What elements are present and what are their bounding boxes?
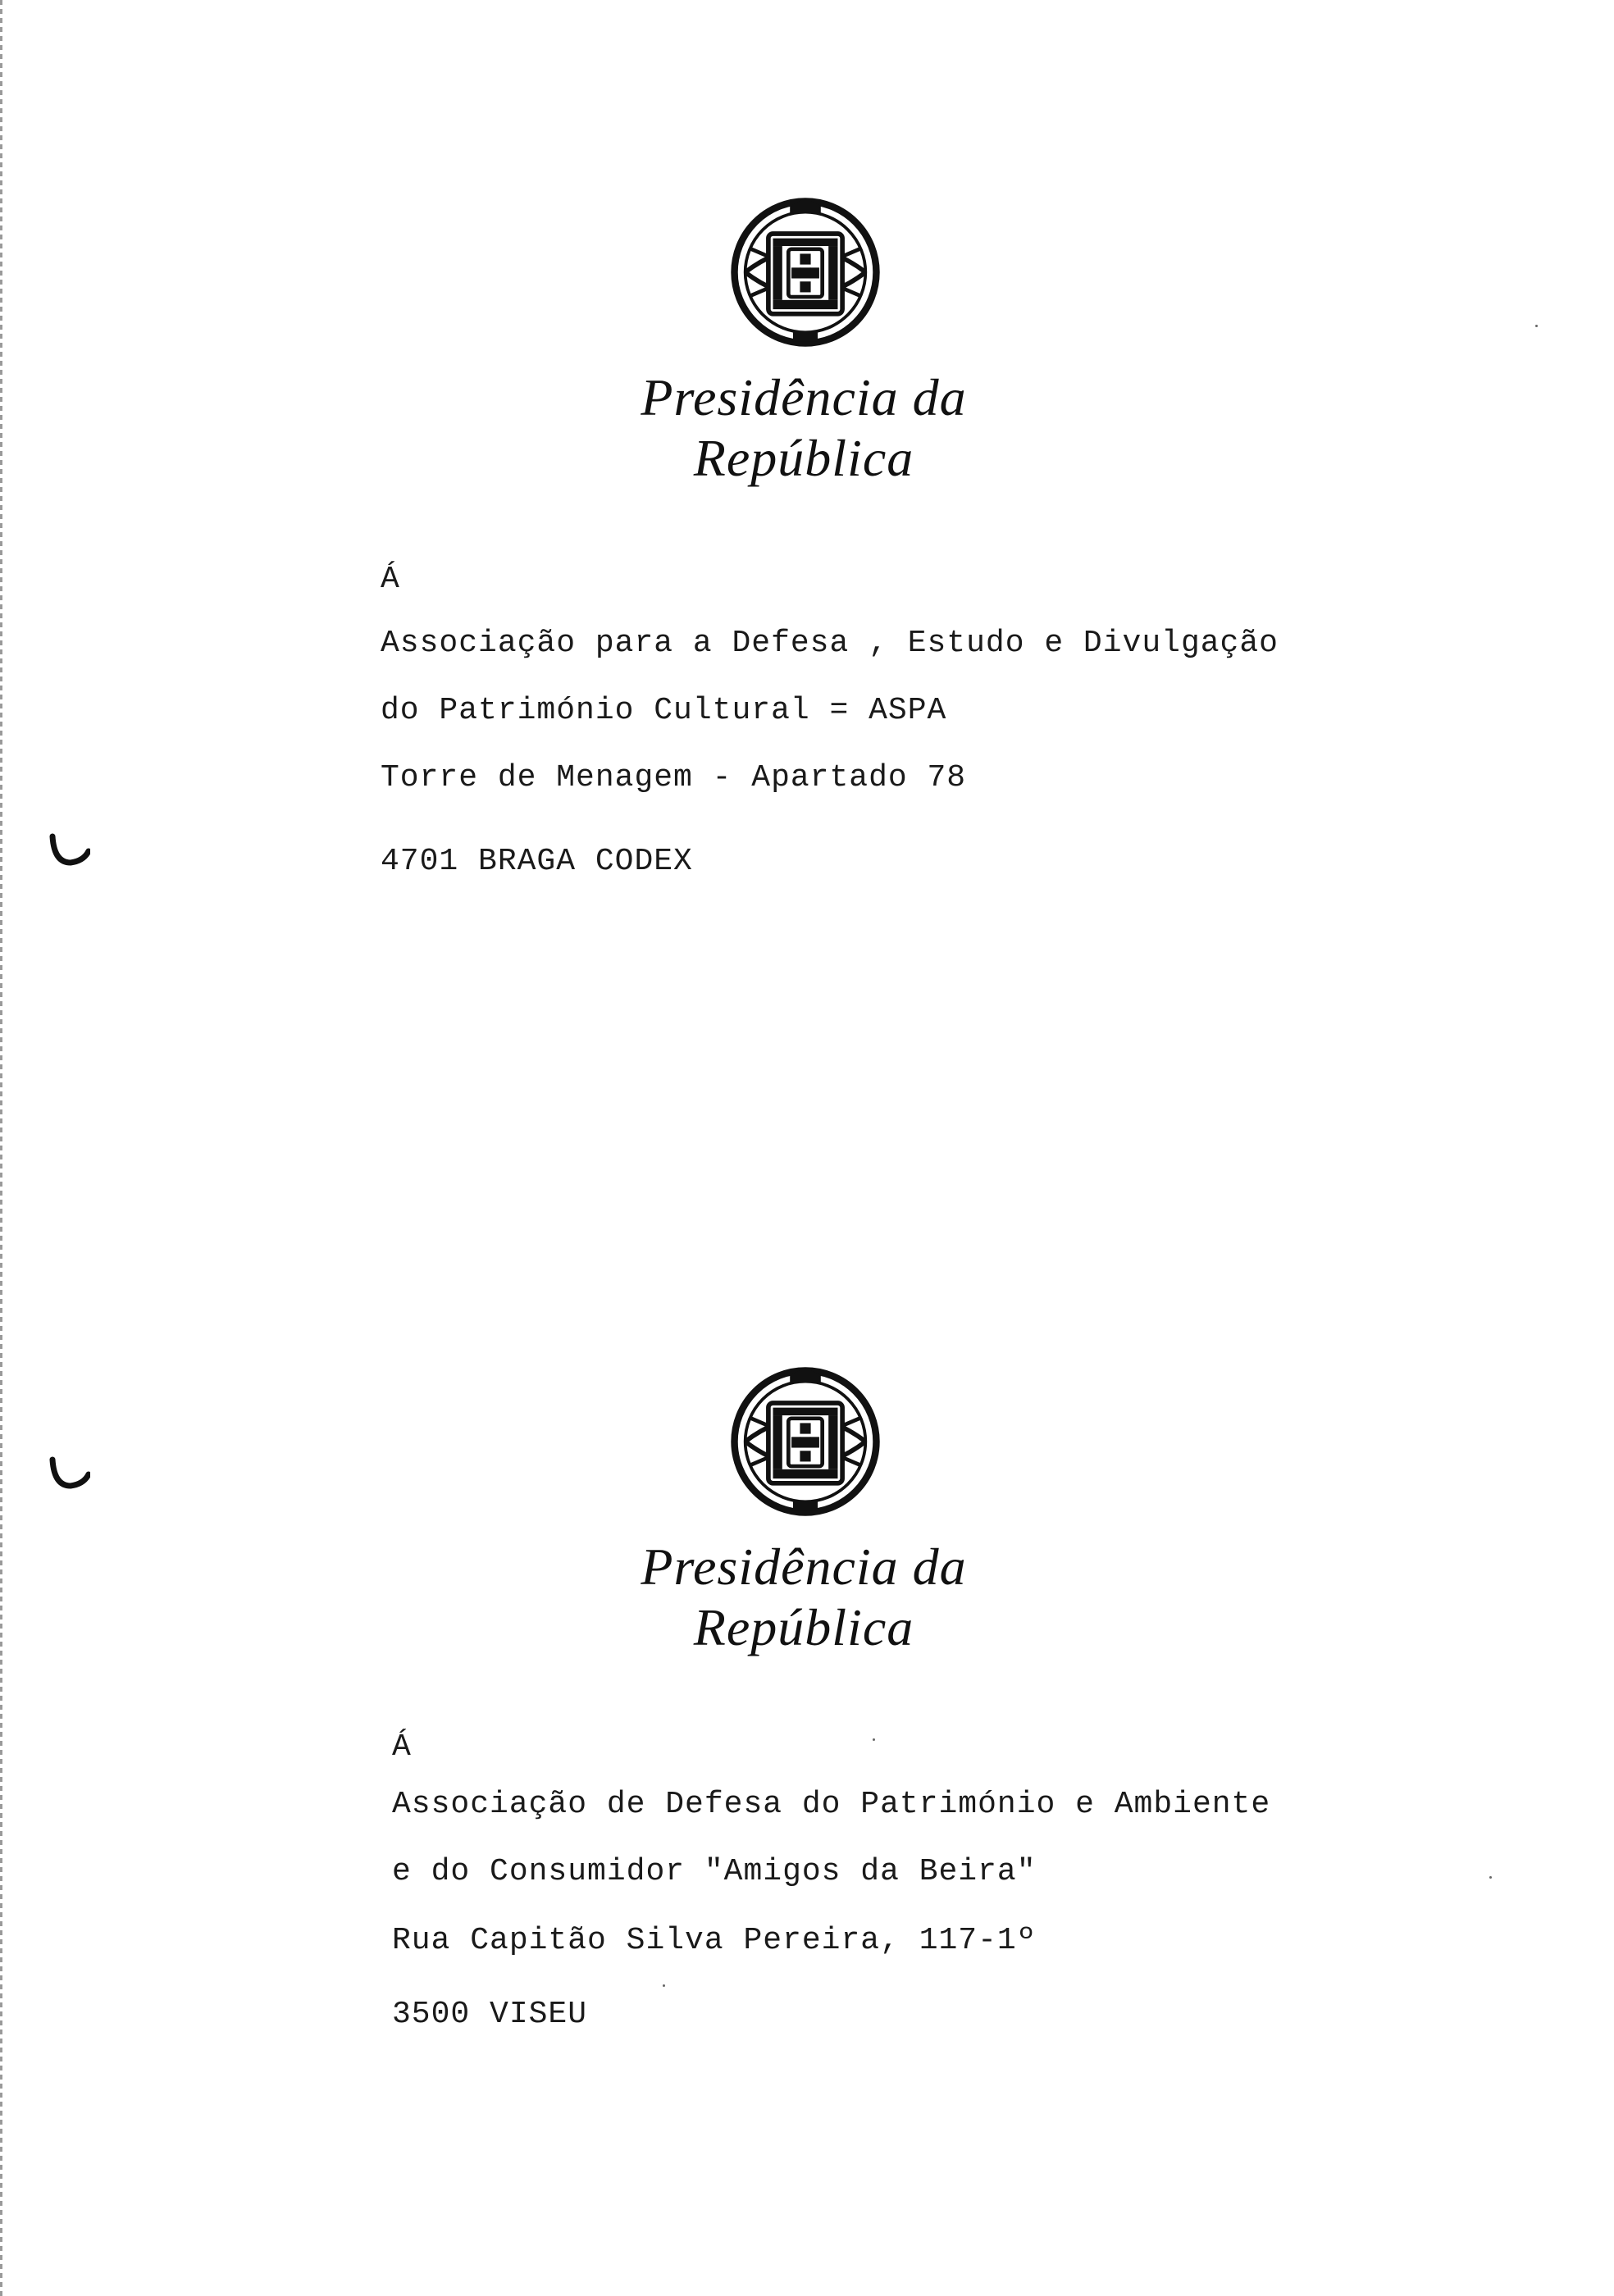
address-line: Associação para a Defesa , Estudo e Divulgação — [381, 626, 1279, 661]
address-line: e do Consumidor "Amigos da Beira" — [392, 1854, 1037, 1889]
scan-speck — [873, 1738, 875, 1741]
address-line: 3500 VISEU — [392, 1997, 588, 2032]
salutation: Á — [392, 1729, 412, 1765]
address-line: 4701 BRAGA CODEX — [381, 844, 693, 879]
scan-speck — [663, 1984, 665, 1987]
address-line: Rua Capitão Silva Pereira, 117-1º — [392, 1923, 1037, 1958]
institution-name: Presidência da República — [641, 368, 967, 487]
scan-speck — [1535, 325, 1538, 327]
punch-hole-mark — [48, 1450, 90, 1492]
portuguese-coat-of-arms-icon — [728, 1364, 882, 1519]
address-line: Torre de Menagem - Apartado 78 — [381, 760, 967, 795]
address-line: do Património Cultural = ASPA — [381, 693, 947, 728]
address-line: Associação de Defesa do Património e Ambiente — [392, 1787, 1271, 1822]
portuguese-coat-of-arms-icon — [728, 195, 882, 349]
institution-name: Presidência da República — [641, 1538, 967, 1656]
scan-page-edge — [0, 0, 2, 2296]
scan-speck — [1489, 1876, 1492, 1879]
salutation: Á — [381, 562, 400, 597]
punch-hole-mark — [48, 827, 90, 869]
